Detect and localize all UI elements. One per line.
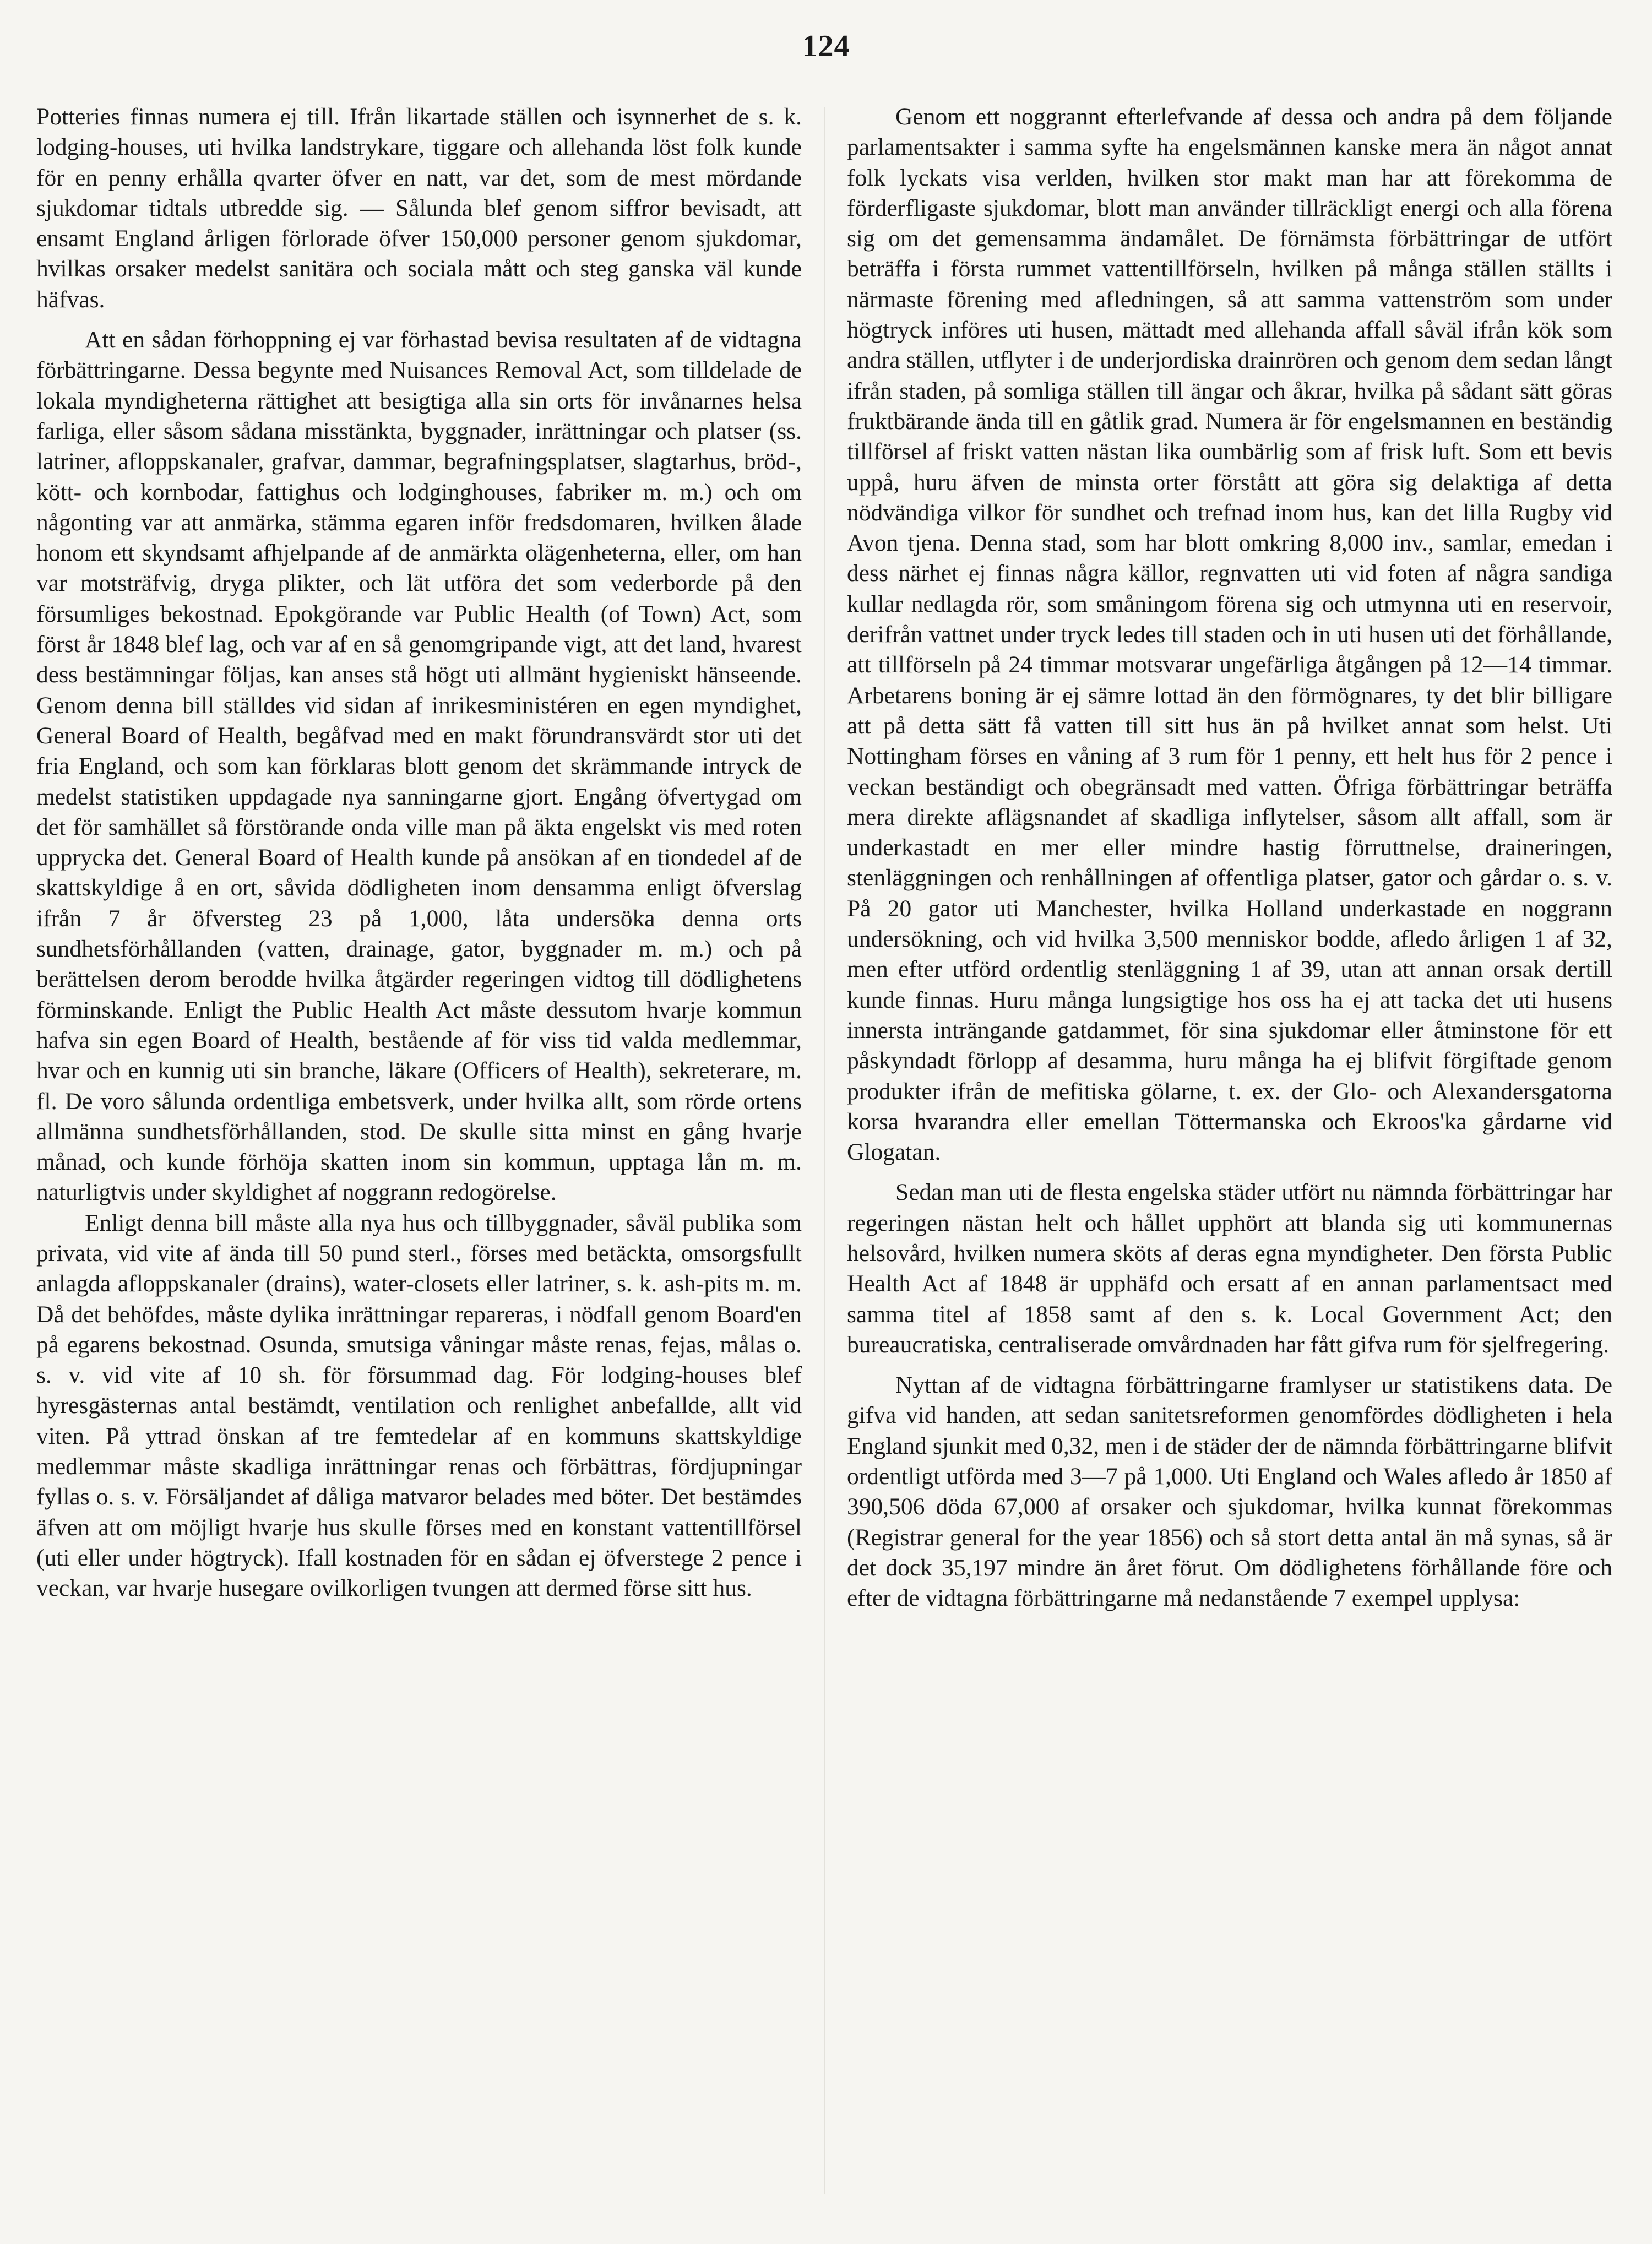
paragraph: Sedan man uti de flesta engelska städer utfört nu nämnda förbättringar har regeringen nästan helt och hållet upphört att blanda sig uti kommunernas helsovård, hvilken numera sköts af deras egna myndigheter. Den första Public Health Act af 1848 är upphäfd och ersatt af en annan parlamentsact med samma titel af 1858 samt af den s. k. Local Government Act; den bureaucratiska, centraliserade omvårdnaden har fått gifva rum för sjelfregering. — [847, 1179, 1612, 1358]
right-column — [847, 102, 1612, 1614]
column-divider — [824, 107, 825, 2194]
paragraph: Nyttan af de vidtagna förbättringarne framlyser ur statistikens data. De gifva vid handen, att sedan sanitetsreformen genomfördes dödligheten i hela England sjunkit med 0,32, men i de städer der de nämnda förbättringarne blifvit ordentligt utförda med 3—7 på 1,000. Uti England och Wales afledo år 1850 af 390,506 döda 67,000 af orsaker och sjukdomar, hvilka kunnat förekommas (Registrar general for the year 1856) och så stort detta antal än må synas, så är det dock 35,197 mindre än året förut. Om dödlighetens förhållande före och efter de vidtagna förbättringarne må nedanstående 7 exempel upplysa: — [847, 1372, 1612, 1612]
page-number: 124 — [802, 29, 850, 63]
paragraph: Att en sådan förhoppning ej var förhastad bevisa resultaten af de vidtagna förbättringarne. Dessa begynte med Nuisances Removal Act, som tilldelade de lokala myndigheterna rättighet att besigtiga alla sin orts för invånarnes helsa farliga, eller såsom sådana misstänkta, byggnader, inrättningar och platser (ss. latriner, afloppskanaler, grafvar, dammar, begrafningsplatser, slagtarhus, bröd-, kött- och kornbodar, fattighus och lodginghouses, fabriker m. m.) och om någonting var att anmärka, stämma egaren inför fredsdomaren, hvilken ålade honom ett skyndsamt afhjelpande af de anmärkta olägenheterna, eller, om han var motsträfvig, dryga plikter, och lät utföra det som vederborde på den försumliges bekostnad. Epokgörande var Public Health (of Town) Act, som först år 1848 blef lag, och var af en så genomgripande vigt, att det land, hvarest dess bestämningar följas, kan anses stå högt uti allmänt hygieniskt hänseende. Genom denna bill ställdes vid sidan af inrikesministéren en egen myndighet, General Board of Health, begåfvad med en makt förundransvärdt stor uti det fria England, och som kan förklaras blott genom det skrämmande intryck de medelst statistiken uppdagade nya sanningarne gjort. Engång öfvertygad om det för samhället så förstörande onda ville man på äkta engelskt vis med roten uppryckа det. General Board of Health kunde på ansökan af en tiondedel af de skattskyldige å en ort, såvida dödligheten inom densamma enligt öfverslag ifrån 7 år öfversteg 23 på 1,000, låta undersöka denna orts sundhetsförhållanden (vatten, drainage, gator, byggnader m. m.) och på berättelsen derom berodde hvilka åtgärder regeringen vidtog till dödlighetens förminskande. Enligt the Public Health Act måste dessutom hvarje kommun hafva sin egen Board of Health, bestående af för viss tid valda medlemmar, hvar och en kunnig uti sin branche, läkare (Officers of Health), sekreterare, m. fl. De voro sålunda ordentliga embetsverk, under hvilka allt, som rörde ortens allmänna sundhetsförhållanden, stod. De skulle sitta minst en gång hvarje månad, och kunde förhöja skatten inom sin kommun, upptaga lån m. m. naturligtvis under skyldighet af noggrann redogörelse. — [36, 327, 802, 1206]
paragraph: Enligt denna bill måste alla nya hus och tillbyggnader, såväl publika som privata, vid vite af ända till 50 pund sterl., förses med betäckta, omsorgsfullt anlagda afloppskanaler (drains), water-closets eller latriner, s. k. ash-pits m. m. Då det behöfdes, måste dylika inrättningar repareras, i nödfall genom Board'en på egarens bekostnad. Osunda, smutsiga våningar måste renas, fejas, målas o. s. v. vid vite af 10 sh. för försummad dag. För lodging-houses blef hyresgästernas antal bestämdt, ventilation och renlighet anbefallde, allt vid viten. På yttrad önskan af tre femtedelar af en kommuns skattskyldige medlemmar måste skadliga inrättningar renas och förbättras, fördjupningar fyllas o. s. v. Försäljandet af dåliga matvaror belades med böter. Det bestämdes äfven att om möjligt hvarje hus skulle förses med en konstant vattentillförsel (uti eller under högtryck). Ifall kostnaden för en sådan ej öfverstege 2 pence i veckan, var hvarje husegare ovilkorligen tvungen att dermed förse sitt hus. — [36, 1209, 802, 1602]
paragraph: Genom ett noggrannt efterlefvande af dessa och andra på dem följande parlamentsakter i samma syfte ha engelsmännen kanske mera än något annat folk lyckats visa verlden, hvilken stor makt man har att förekomma de förderfligaste sjukdomar, blott man använder tillräckligt energi och alla förena sig om det gemensamma ändamålet. De förnämsta förbättringar de utfört beträffa i första rummet vattentillförseln, hvilken på många ställen ställts i närmaste förening med afledningen, så att samma vattenström som under högtryck införes uti husen, mättadt med allehanda affall såväl ifrån kök som andra ställen, utflyter i de underjordiska drainrören och genom dem sedan långt ifrån staden, på somliga ställen till ängar och åkrar, hvilka på sådant sätt göras fruktbärande ända till en gåtlik grad. Numera är för engelsmannen en beständig tillförsel af friskt vatten nästan lika oumbärlig som af frisk luft. Som ett bevis uppå, huru äfven de minsta orter förstått att göra sig delaktiga af detta nödvändiga vilkor för sundhet och trefnad inom hus, kan det lilla Rugby vid Avon tjena. Denna stad, som har blott omkring 8,000 inv., samlar, emedan i dess närhet ej finnas några källor, regnvatten uti vid foten af några sandiga kullar nedlagda rör, som småningom förena sig och utmynna uti en reservoir, derifrån vattnet under tryck ledes till staden och in uti husen uti det förhållande, att tillförseln på 24 timmar motsvarar ungefärliga åtgången på 12—14 timmar. Arbetarens boning är ej sämre lottad än den förmögnares, ty det blir billigare att på detta sätt få vatten till sitt hus än på hvilket annat som helst. Uti Nottingham förses en våning af 3 rum för 1 penny, ett helt hus för 2 pence i veckan beständigt och obegränsadt med vatten. Öfriga förbättringar beträffa mera direkte aflägsnandet af skadliga inflytelser, såsom allt affall, som är underkastadt en mer eller mindre hastig förruttnelse, draineringen, stenläggningen och renhållningen af offentliga platser, gator och gårdar o. s. v. På 20 gator uti Manchester, hvilka Holland underkastade en noggrann undersökning, och vid hvilka 3,500 menniskor bodde, afledo årligen 1 af 32, men efter utförd ordentlig stenläggning 1 af 39, utan att annan orsak dertill kunde finnas. Huru många lungsigtige hos oss ha ej att tacka det uti husens innersta inträngande gatdammet, för sina sjukdomar eller åtminstone för ett påskyndadt förlopp af desamma, huru många ha ej blifvit förgiftade genom produkter ifrån de mefitiska gölarne, t. ex. der Glo- och Alexandersgatorna korsa hvarandra eller emellan Töttermanska och Ekroos'ka gårdarne vid Glogatan. — [847, 104, 1612, 1166]
paragraph: Potteries finnas numera ej till. Ifrån likartade ställen och isynnerhet de s. k. lodging-houses, uti hvilka landstrykare, tiggare och allehanda löst folk kunde för en penny erhålla qvarter öfver en natt, var det, som de mest mördande sjukdomar tidtals utbredde sig. — Sålunda blef genom siffror bevisadt, att ensamt England årligen förlorade öfver 150,000 personer genom sjukdomar, hvilkas orsaker medelst sanitära och sociala mått och steg ganska väl kunde häfvas. — [36, 104, 802, 313]
left-column — [36, 102, 802, 1604]
